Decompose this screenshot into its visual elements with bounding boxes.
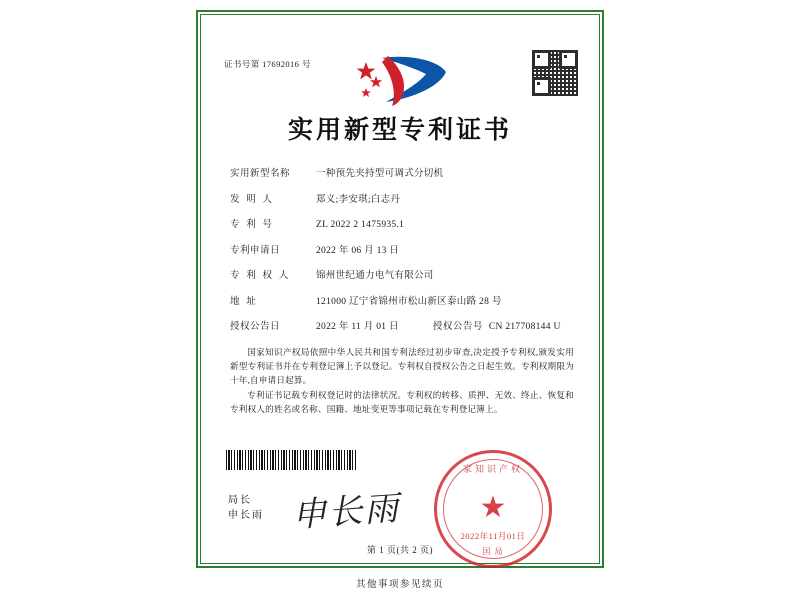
grant-number-label: 授权公告号	[432, 322, 483, 332]
seal-date: 2022年11月01日	[460, 531, 526, 541]
field-row	[230, 242, 574, 256]
legal-paragraph: 国家知识产权局依照中华人民共和国专利法经过初步审查,决定授予专利权,颁发实用新型专利证书并在专利登记簿上予以登记。专利权自授权公告之日起生效。专利权期限为十年,自申请日起算。	[230, 347, 574, 385]
seal-top-text: 家知识产权	[462, 464, 523, 474]
grant-number-value: CN 217708144 U	[488, 322, 561, 332]
field-value: ZL 2022 2 1475935.1	[316, 220, 405, 230]
field-row	[230, 191, 574, 205]
seal-bottom-text: 国 局	[482, 547, 504, 556]
grant-row	[230, 318, 574, 332]
field-label: 地 址	[230, 296, 258, 307]
certificate-title: 实用新型专利证书	[287, 115, 512, 144]
director-name: 申长雨	[228, 509, 264, 521]
field-label: 实用新型名称	[230, 169, 291, 179]
certificate-sheet	[196, 10, 604, 568]
cnipa-logo-icon	[352, 52, 448, 108]
seal-star-icon: ★	[479, 490, 507, 524]
grant-date-label: 授权公告日	[230, 322, 281, 332]
field-row	[230, 293, 574, 307]
qr-eye-top-right	[559, 50, 578, 69]
field-row	[230, 267, 574, 281]
field-row	[230, 216, 574, 230]
qr-eye-bottom-left	[532, 77, 551, 96]
grant-date-value: 2022 年 11 月 01 日	[316, 322, 399, 332]
field-value: 锦州世纪通力电气有限公司	[316, 271, 434, 281]
legal-paragraph: 专利证书记载专利权登记时的法律状况。专利权的转移、质押、无效、终止、恢复和专利权人的姓名或名称、国籍、地址变更等事项记载在专利登记簿上。	[230, 389, 574, 414]
handwritten-signature: 申长雨	[290, 488, 402, 536]
field-row	[230, 165, 574, 179]
field-label: 专利申请日	[230, 245, 281, 256]
continuation-note: 其他事项参见续页	[355, 580, 444, 590]
barcode	[226, 450, 358, 470]
field-label: 专 利 号	[230, 220, 275, 230]
legal-text	[230, 346, 574, 418]
certificate-number: 证书号第 17692016 号	[224, 59, 311, 69]
field-label: 专 利 权 人	[230, 271, 291, 281]
field-value: 2022 年 06 月 13 日	[316, 245, 400, 256]
qr-eye-top-left	[532, 50, 551, 69]
field-value: 郑义;李安琪;白志丹	[316, 194, 401, 205]
field-value: 一种预先夹持型可调式分切机	[316, 169, 444, 179]
field-label: 发 明 人	[230, 194, 275, 205]
field-value: 121000 辽宁省锦州市松山新区泰山路 28 号	[316, 296, 502, 307]
director-label: 局长	[228, 495, 252, 506]
qr-code-icon	[532, 50, 578, 96]
signature-labels	[228, 494, 264, 523]
page-number: 第 1 页(共 2 页)	[367, 545, 433, 555]
certificate-fields	[230, 165, 574, 344]
